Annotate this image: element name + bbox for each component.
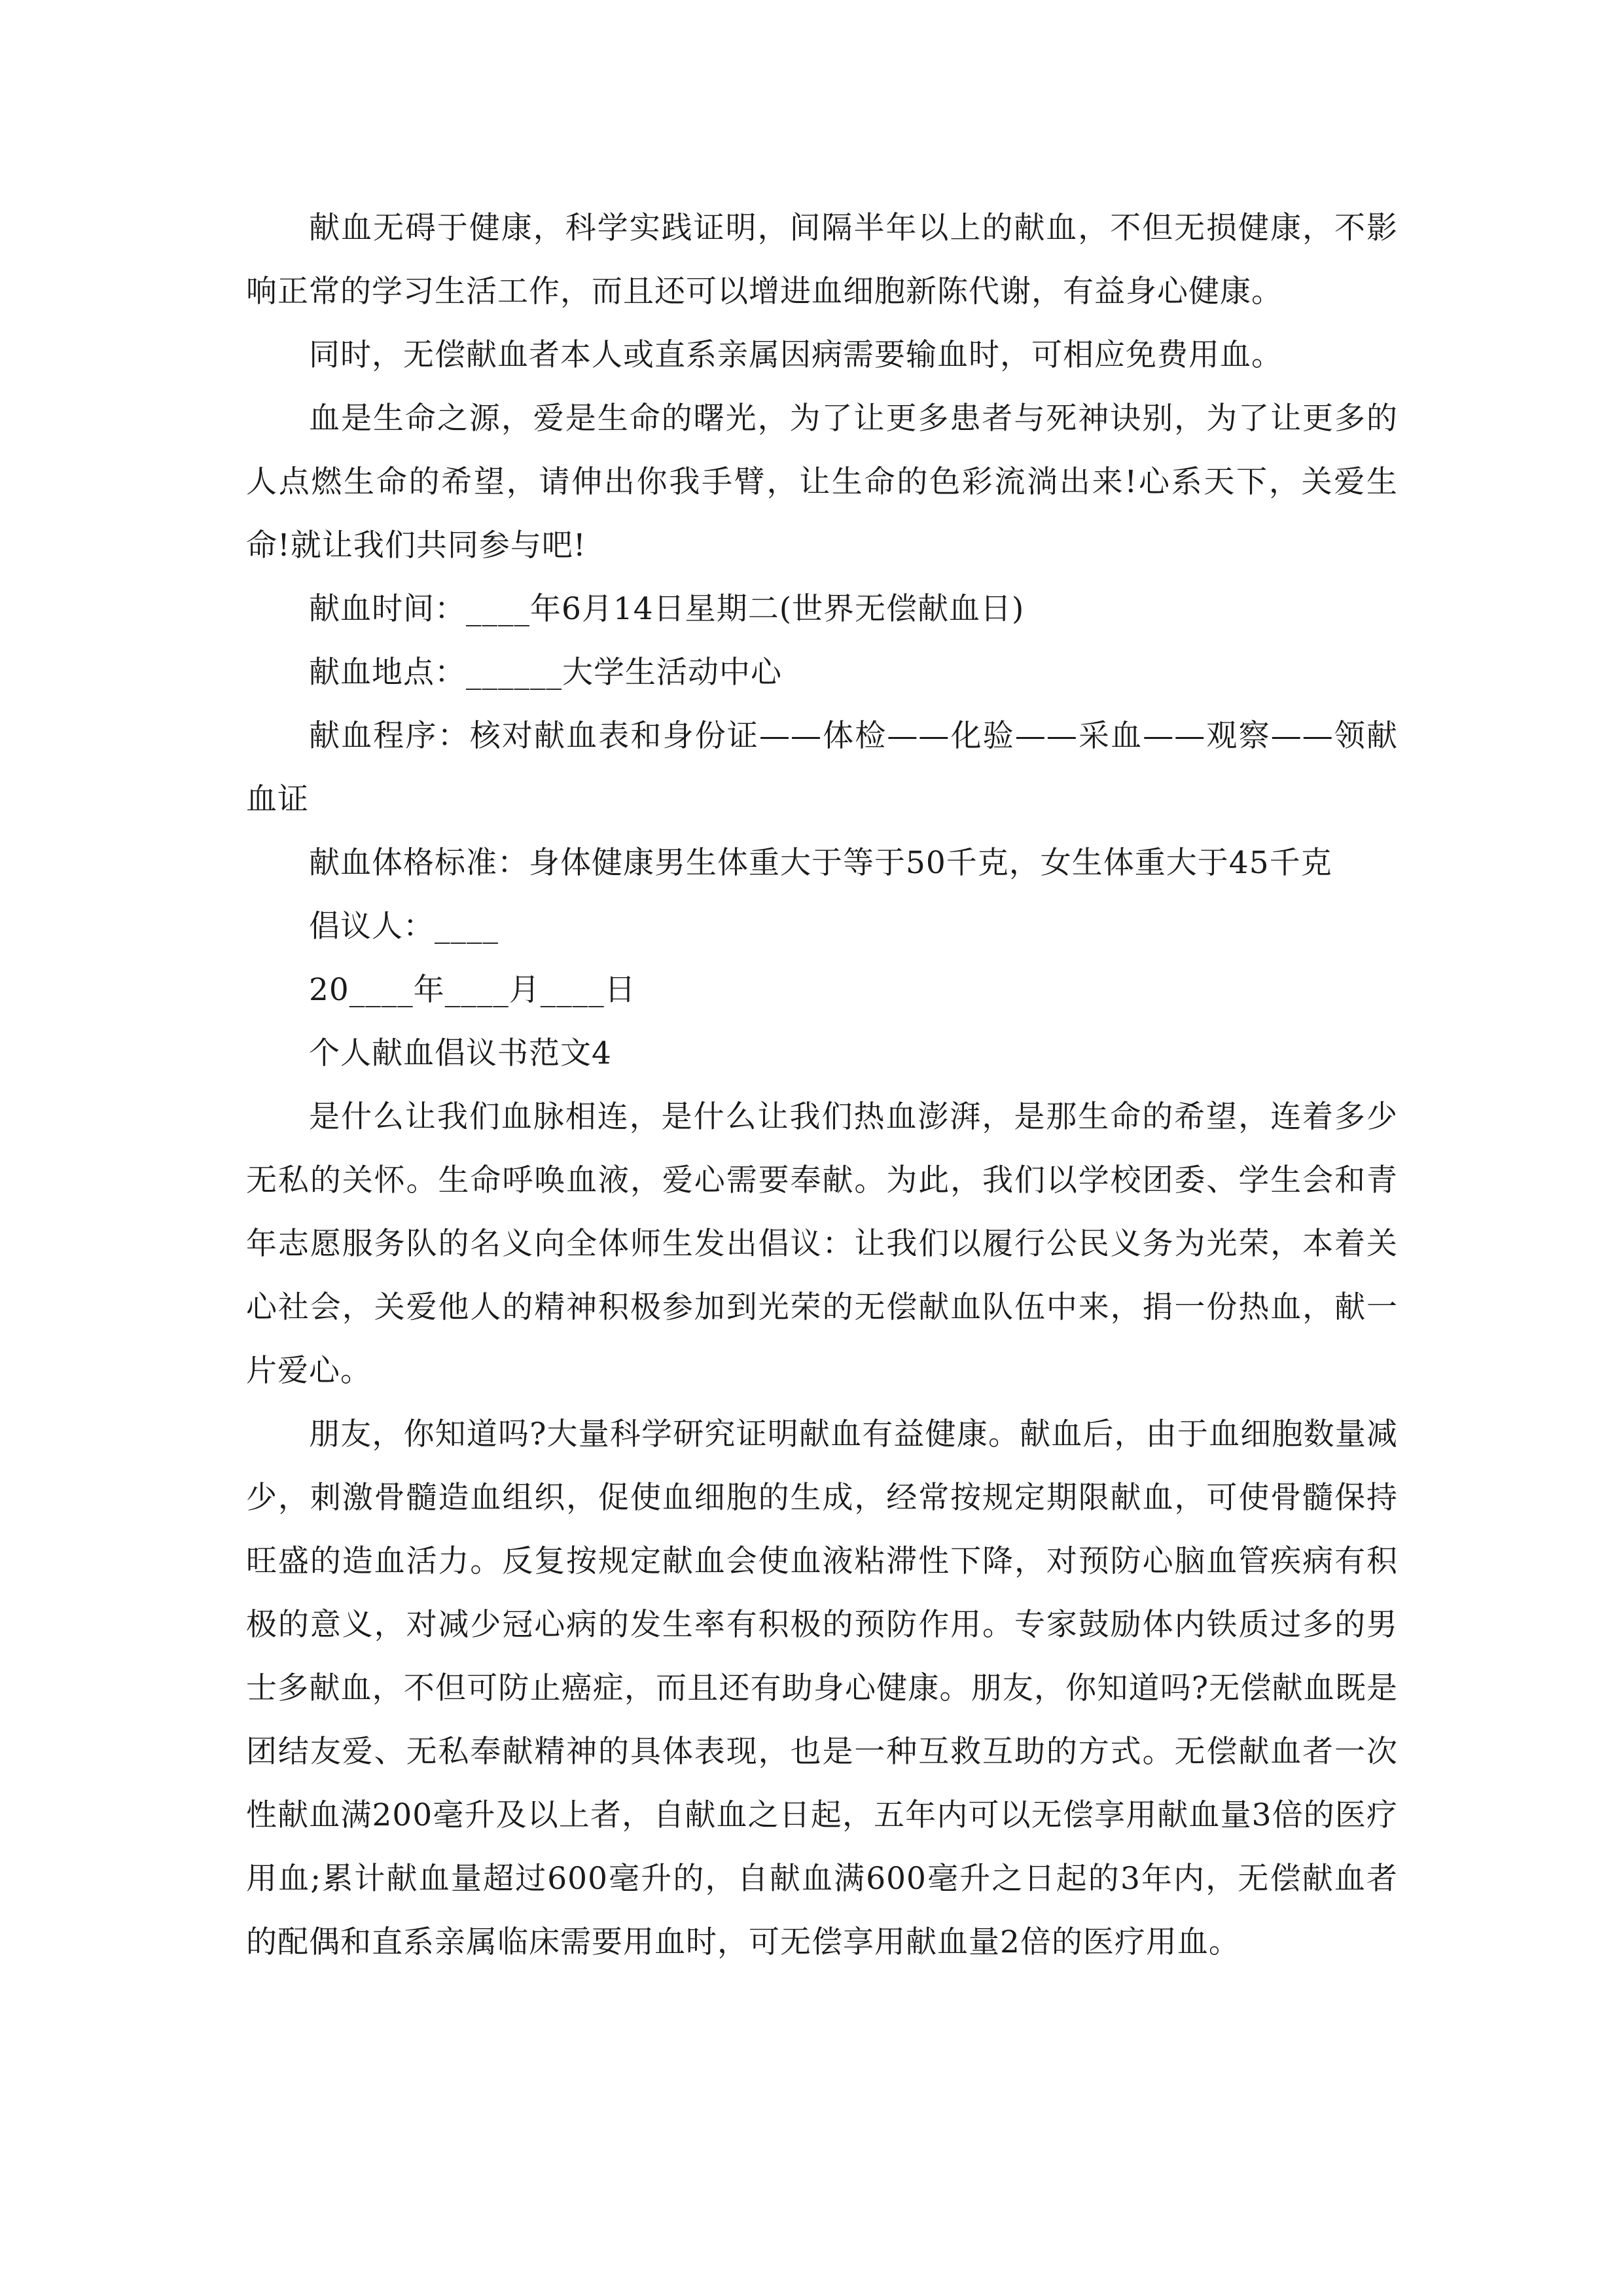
initiator: 倡议人：____ [309, 908, 499, 944]
paragraph-free-blood: 同时，无偿献血者本人或直系亲属因病需要输血时，可相应免费用血。 [309, 337, 1283, 373]
paragraph-health: 献血无碍于健康，科学实践证明，间隔半年以上的献血，不但无损健康，不影响正常的学习生活工作，而且还可以增进血细胞新陈代谢，有益身心健康。 [246, 210, 1398, 310]
paragraph-intro-4: 是什么让我们血脉相连，是什么让我们热血澎湃，是那生命的希望，连着多少无私的关怀。生命呼唤血液，爱心需要奉献。为此，我们以学校团委、学生会和青年志愿服务队的名义向全体师生发出倡议：让我们以履行公民义务为光荣，本着关心社会，关爱他人的精神积极参加到光荣的无偿献血队伍中来，捐一份热血，献一片爱心。 [246, 1099, 1398, 1389]
document-body [246, 196, 1398, 1974]
section-title: 个人献血倡议书范文4 [309, 1035, 612, 1071]
date-line: 20____年____月____日 [309, 972, 636, 1008]
paragraph-appeal: 血是生命之源，爱是生命的曙光，为了让更多患者与死神诀别，为了让更多的人点燃生命的希望，请伸出你我手臂，让生命的色彩流淌出来!心系天下，关爱生命!就让我们共同参与吧! [246, 401, 1398, 564]
donation-time: 献血时间：____年6月14日星期二(世界无偿献血日) [309, 591, 1025, 627]
donation-location: 献血地点：______大学生活动中心 [309, 655, 782, 691]
paragraph-friend: 朋友，你知道吗?大量科学研究证明献血有益健康。献血后，由于血细胞数量减少，刺激骨髓造血组织，促使血细胞的生成，经常按规定期限献血，可使骨髓保持旺盛的造血活力。反复按规定献血会使血液粘滞性下降，对预防心脑血管疾病有积极的意义，对减少冠心病的发生率有积极的预防作用。专家鼓励体内铁质过多的男士多献血，不但可防止癌症，而且还有助身心健康。朋友，你知道吗?无偿献血既是团结友爱、无私奉献精神的具体表现，也是一种互救互助的方式。无偿献血者一次性献血满200毫升及以上者，自献血之日起，五年内可以无偿享用献血量3倍的医疗用血;累计献血量超过600毫升的，自献血满600毫升之日起的3年内，无偿献血者的配偶和直系亲属临床需要用血时，可无偿享用献血量2倍的医疗用血。 [246, 1416, 1398, 1960]
donation-procedure: 献血程序：核对献血表和身份证——体检——化验——采血——观察——领献血证 [246, 718, 1398, 817]
donation-criteria: 献血体格标准：身体健康男生体重大于等于50千克，女生体重大于45千克 [309, 845, 1332, 881]
